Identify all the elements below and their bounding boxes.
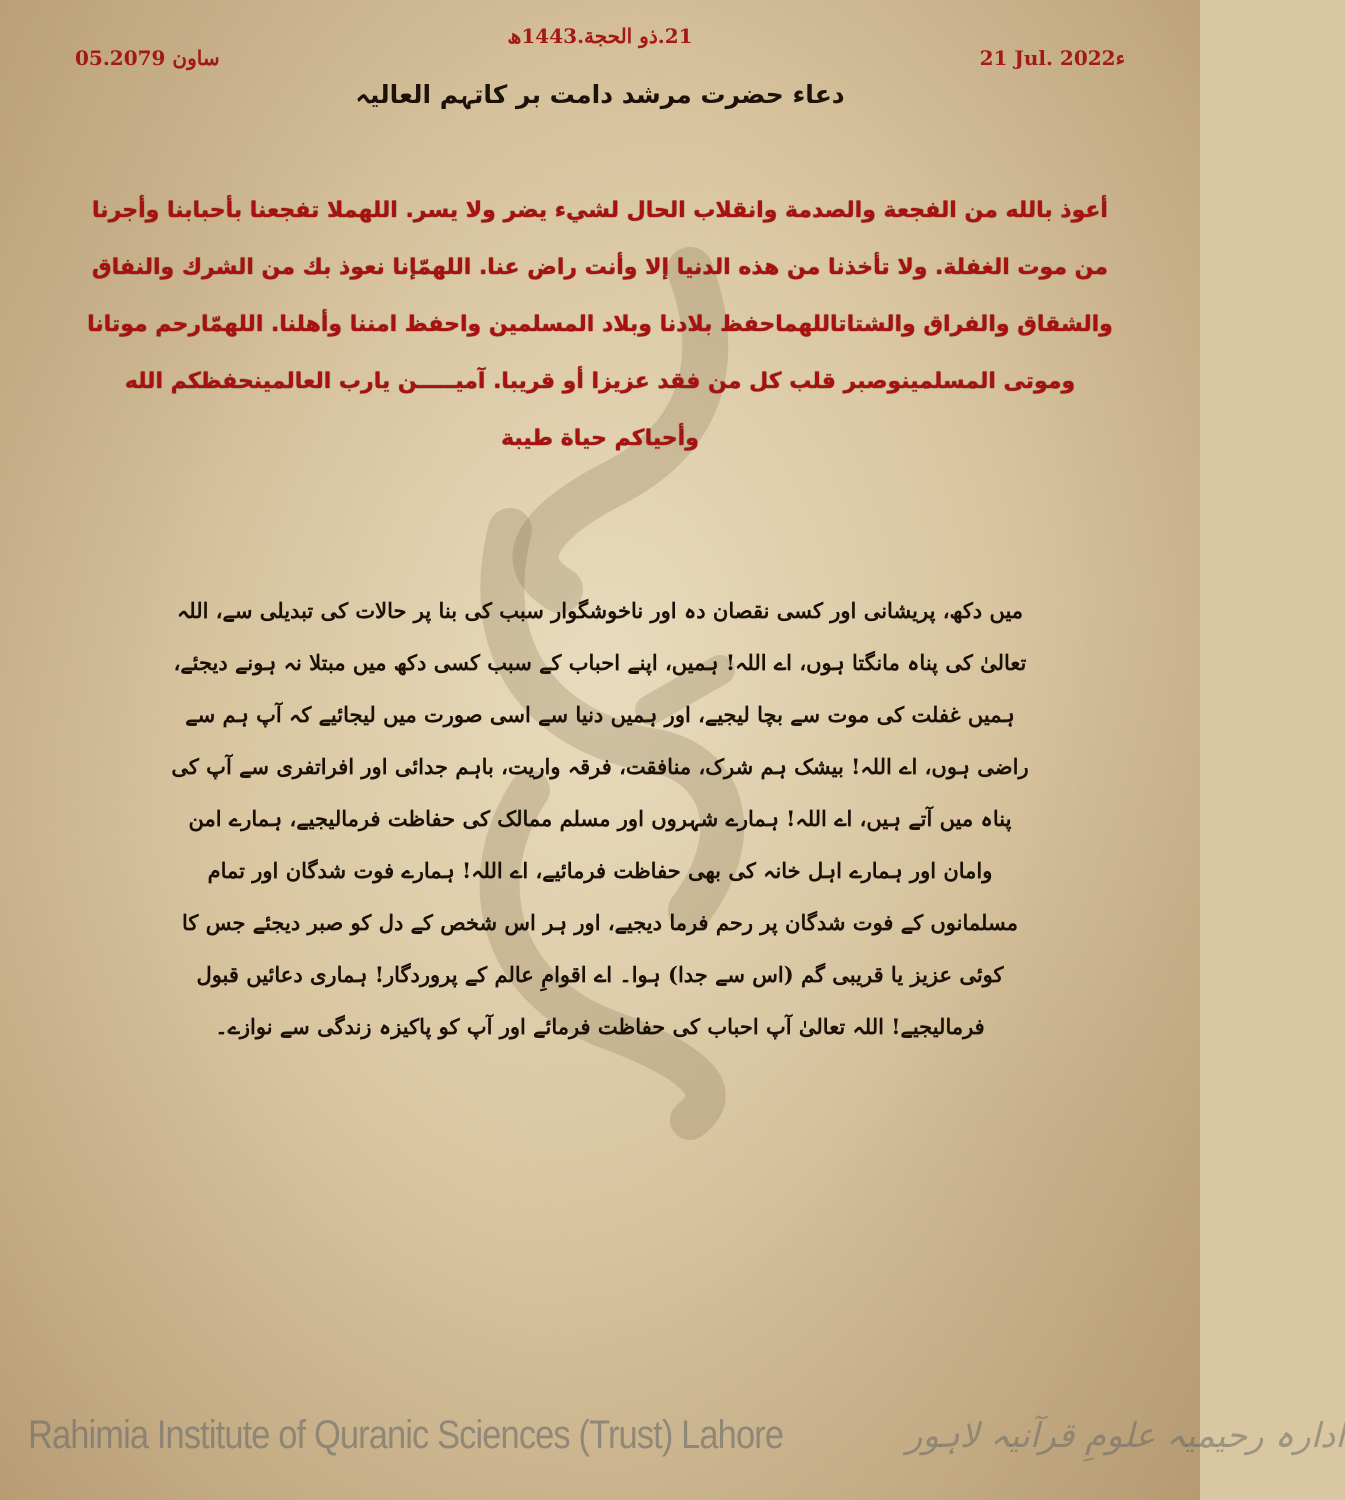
footer-english-name: Rahimia Institute of Quranic Sciences (Trust) Lahore [28,1412,784,1457]
bikrami-date: 05.ساون 2079 [75,46,220,70]
urdu-translation-text: میں دکھ، پریشانی اور کسی نقصان دہ اور ناخوشگوار سبب کی بنا پر حالات کی تبدیلی سے، اللہ تعالیٰ کی پناہ مانگتا ہوں، اے اللہ! ہمیں، اپنے احباب کے سبب کسی دکھ میں مبتلا نہ ہونے دیجئے، ہمیں غفلت کی موت سے بچا لیجیے، اور ہمیں دنیا سے اسی صورت میں لیجائیے کہ آپ ہم سے راضی ہوں، اے اللہ! بیشک ہم شرک، منافقت، فرقہ واریت، باہم جدائی اور افراتفری سے آپ کی پناہ میں آتے ہیں، اے اللہ! ہمارے شہروں اور مسلم ممالک کی حفاظت فرمالیجیے، ہمارے امن وامان اور ہمارے اہل خانہ کی بھی حفاظت فرمائیے، اے اللہ! ہمارے فوت شدگان اور تمام مسلمانوں کے فوت شدگان پر رحم فرما دیجیے، اور ہر اس شخص کے دل کو صبر دیجئے جس کا کوئی عزیز یا قریبی گم (اس سے جدا) ہوا۔ اے اقوامِ عالم کے پروردگار! ہماری دعائیں قبول فرمالیجیے! اللہ تعالیٰ آپ احباب کی حفاظت فرمائے اور آپ کو پاکیزہ زندگی سے نوازے۔ [171,598,1029,1039]
hijri-date: 21.ذو الحجة.1443ھ [507,24,693,48]
page-title: دعاء حضرت مرشد دامت بر کاتہم العالیہ [355,80,845,109]
footer [0,1395,1345,1475]
gregorian-date: 21 Jul. 2022ء [979,46,1125,70]
arabic-dua-text: أعوذ بالله من الفجعة والصدمة وانقلاب الحال لشيء يضر ولا يسر. اللهملا تفجعنا بأحبابنا وأجرنا من موت الغفلة. ولا تأخذنا من هذه الدنيا إلا وأنت راض عنا. اللهمّإنا نعوذ بك من الشرك والنفاق والشقاق والفراق والشتاتاللهماحفظ بلادنا وبلاد المسلمين واحفظ امننا وأهلنا. اللهمّارحم موتانا وموتى المسلمينوصبر قلب كل من فقد عزيزا أو قريبا. آميـــــن يارب العالمينحفظكم الله وأحياكم حياة طيبة [87,198,1113,451]
footer-urdu-name: ادارہ رحیمیہ علومِ قرآنیہ لاہور [906,1415,1345,1456]
